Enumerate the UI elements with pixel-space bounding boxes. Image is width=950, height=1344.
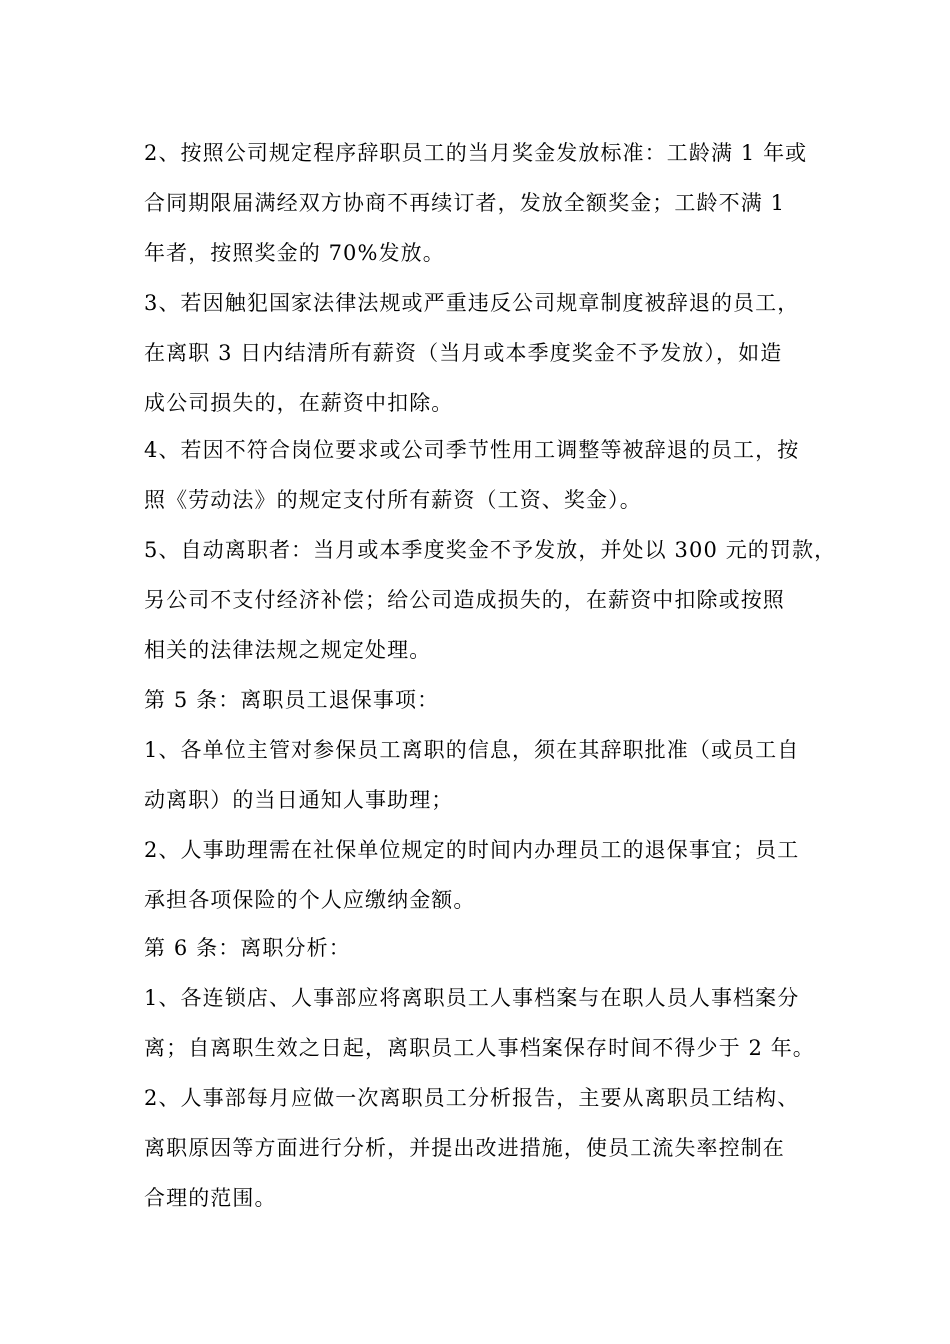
text-line: 另公司不支付经济补偿；给公司造成损失的，在薪资中扣除或按照 [144,588,785,612]
text-line: 5、自动离职者：当月或本季度奖金不予发放，并处以 300 元的罚款， [144,538,837,562]
text-line: 相关的法律法规之规定处理。 [144,638,432,662]
text-line: 3、若因触犯国家法律法规或严重违反公司规章制度被辞退的员工， [144,291,800,315]
text-line: 照《劳动法》的规定支付所有薪资（工资、奖金）。 [144,488,642,512]
text-line: 1、各连锁店、人事部应将离职员工人事档案与在职人员人事档案分 [144,986,800,1010]
text-line: 2、人事助理需在社保单位规定的时间内办理员工的退保事宜；员工 [144,838,800,862]
text-line: 合同期限届满经双方协商不再续订者，发放全额奖金；工龄不满 1 [144,191,786,215]
text-line: 动离职）的当日通知人事助理； [144,788,454,812]
text-line: 成公司损失的，在薪资中扣除。 [144,391,454,415]
section-heading: 第 5 条：离职员工退保事项： [144,688,440,712]
text-line: 承担各项保险的个人应缴纳金额。 [144,888,476,912]
text-line: 2、人事部每月应做一次离职员工分析报告，主要从离职员工结构、 [144,1086,800,1110]
text-line: 2、按照公司规定程序辞职员工的当月奖金发放标准：工龄满 1 年或 [144,141,808,165]
text-line: 合理的范围。 [144,1186,277,1210]
text-line: 1、各单位主管对参保员工离职的信息，须在其辞职批准（或员工自 [144,738,800,762]
section-heading: 第 6 条：离职分析： [144,936,351,960]
text-line: 离职原因等方面进行分析，并提出改进措施，使员工流失率控制在 [144,1136,785,1160]
text-line: 年者，按照奖金的 70%发放。 [144,241,445,265]
text-line: 在离职 3 日内结清所有薪资（当月或本季度奖金不予发放），如造 [144,341,783,365]
text-line: 离；自离职生效之日起，离职员工人事档案保存时间不得少于 2 年。 [144,1036,815,1060]
text-line: 4、若因不符合岗位要求或公司季节性用工调整等被辞退的员工，按 [144,438,800,462]
